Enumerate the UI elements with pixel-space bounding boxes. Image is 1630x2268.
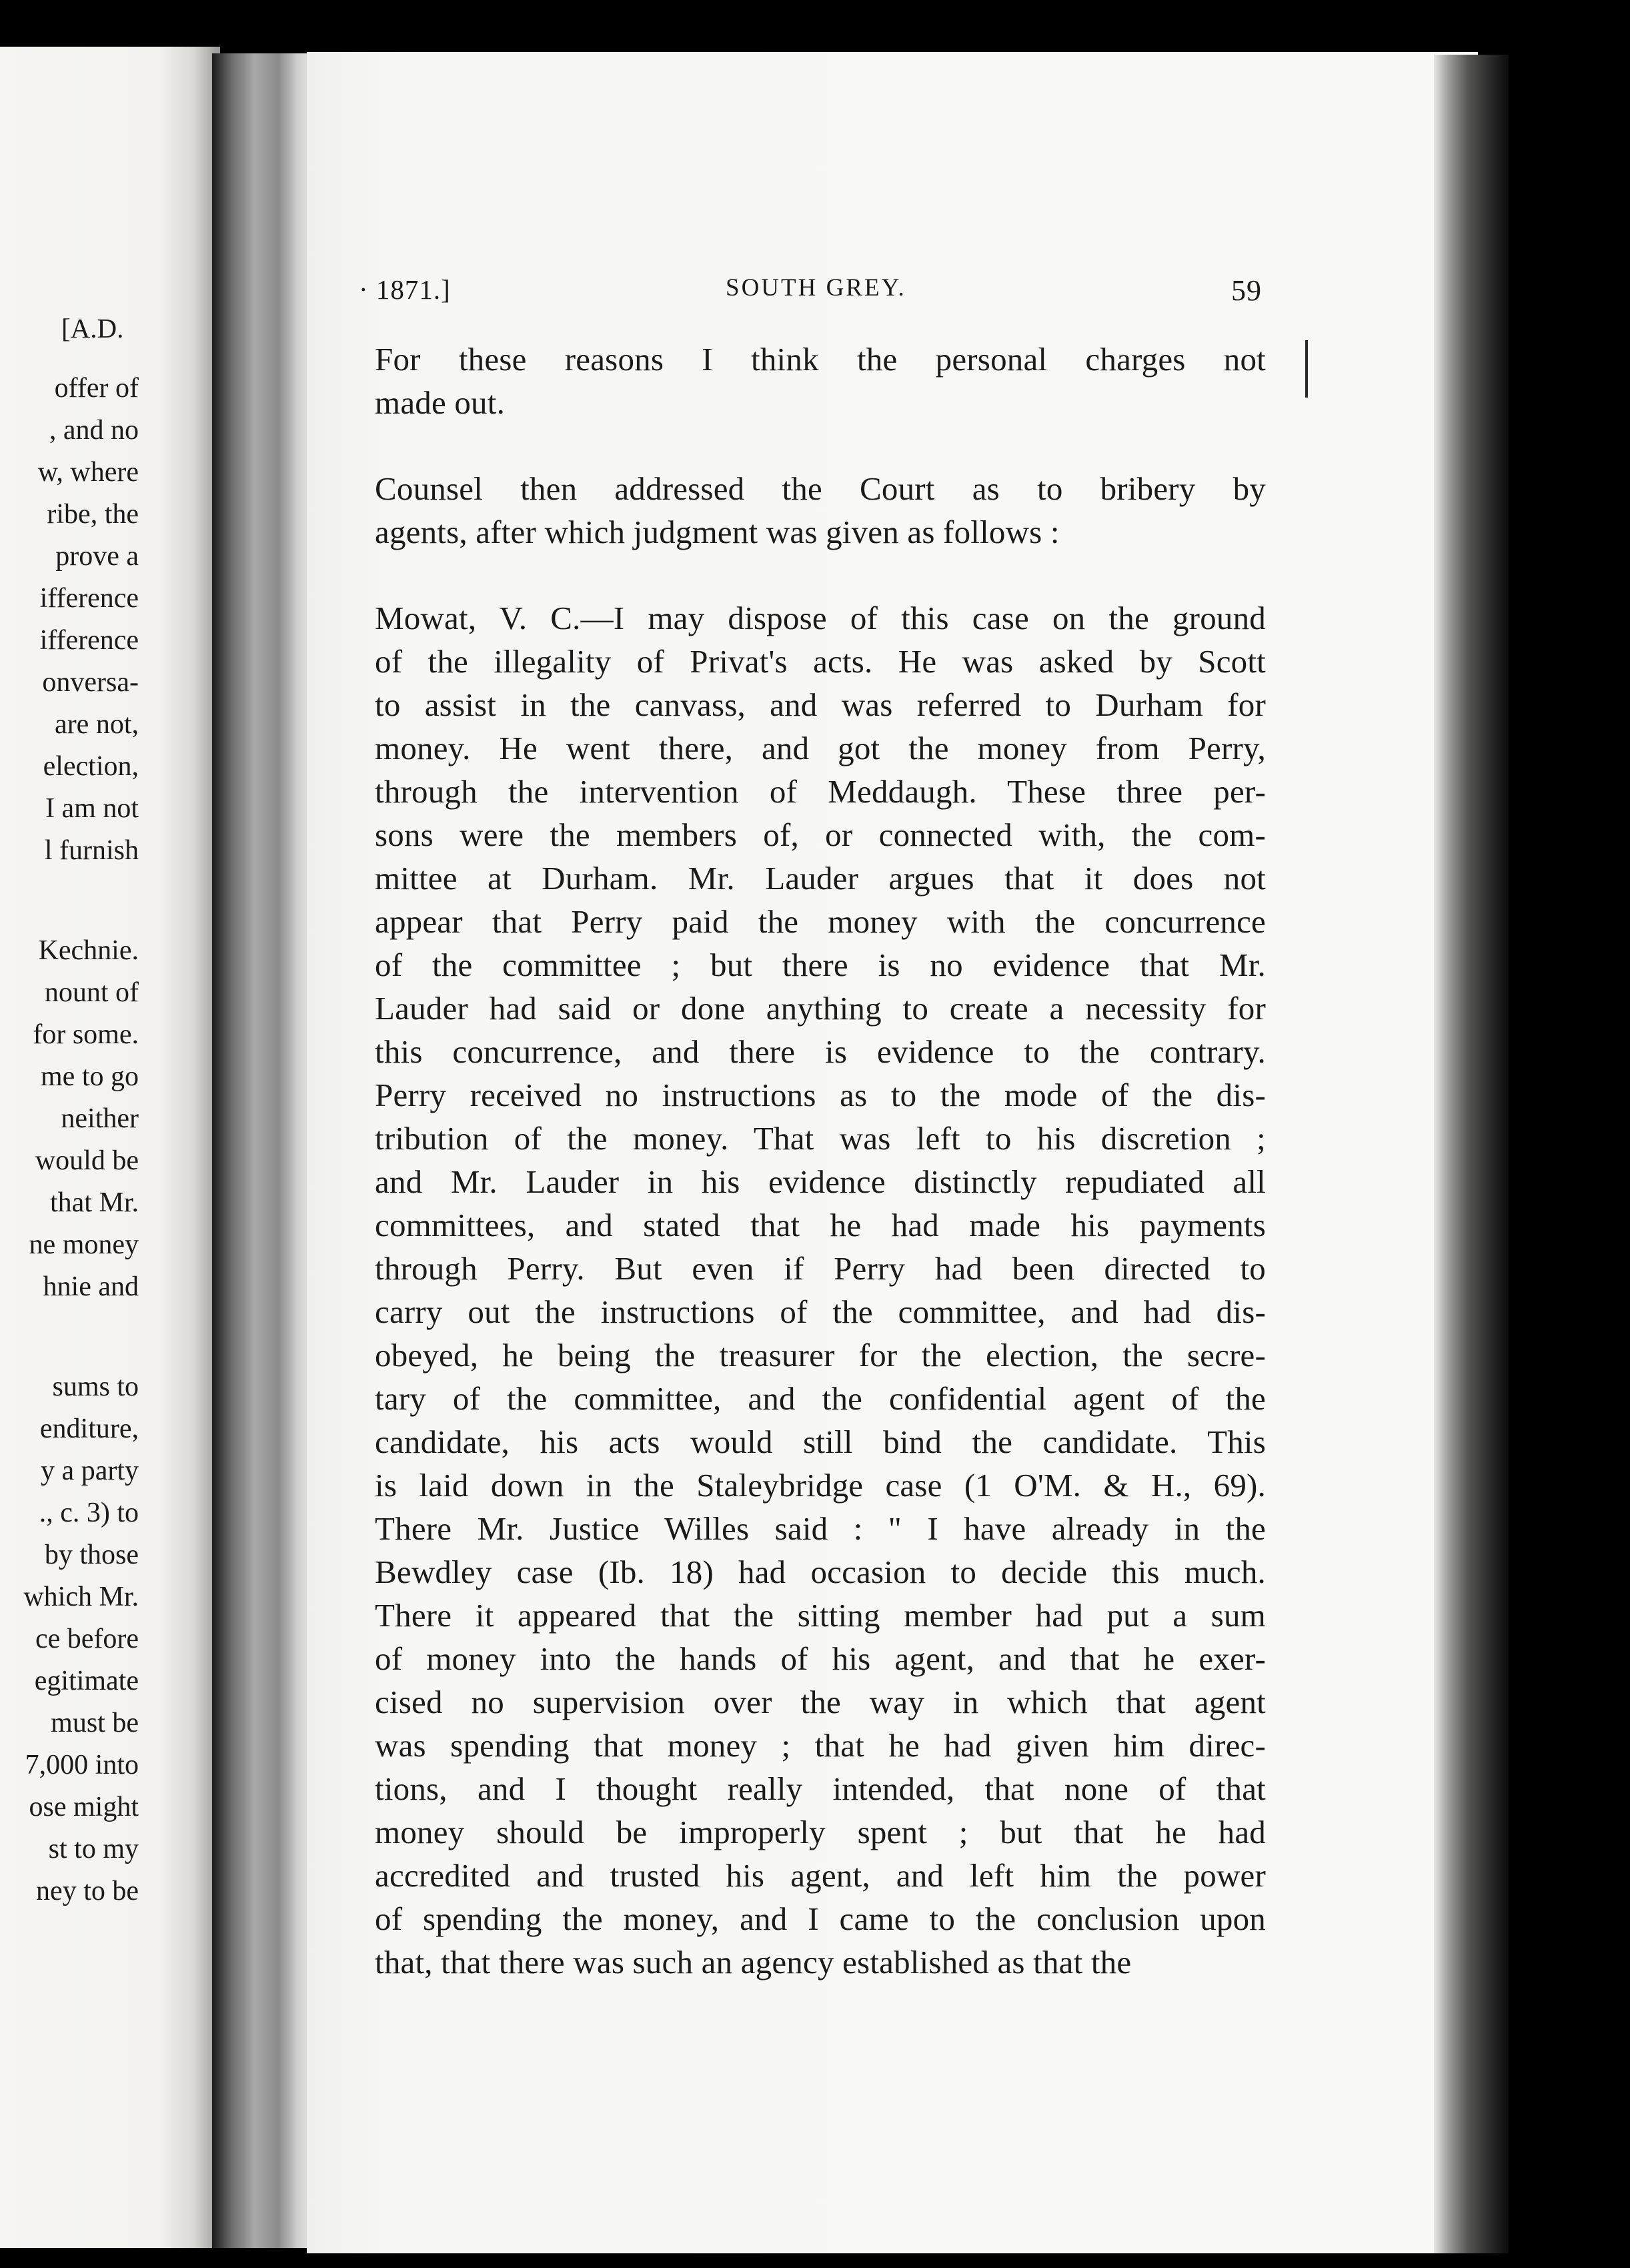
text-line: agents, after which judgment was given as follows :	[375, 514, 1060, 550]
text-line: of money into the hands of his agent, and that he exer-	[375, 1640, 1266, 1677]
facing-page-line: y a party	[41, 1456, 139, 1486]
text-line: and Mr. Lauder in his evidence distinctly repudiated all	[375, 1163, 1266, 1200]
facing-page-line: st to my	[48, 1834, 139, 1864]
facing-page-line: ifference	[39, 625, 139, 656]
text-line: Perry received no instructions as to the mode of the dis-	[375, 1077, 1266, 1113]
paragraph-gap	[375, 554, 1266, 596]
facing-page-line: neither	[61, 1103, 139, 1134]
facing-page-line: for some.	[33, 1019, 139, 1050]
facing-page-line: w, where	[37, 457, 139, 488]
facing-page-line: ., c. 3) to	[39, 1498, 139, 1528]
facing-page-line: by those	[44, 1540, 139, 1570]
text-line: mittee at Durham. Mr. Lauder argues that it does not	[375, 860, 1266, 897]
facing-page-line: offer of	[54, 373, 139, 404]
facing-page-line: that Mr.	[50, 1187, 139, 1218]
facing-page-line: are not,	[55, 709, 139, 740]
text-line: There it appeared that the sitting member had put a sum	[375, 1597, 1266, 1634]
text-line: Bewdley case (Ib. 18) had occasion to decide this much.	[375, 1554, 1266, 1590]
margin-rule	[1305, 340, 1308, 398]
text-line: appear that Perry paid the money with the concurrence	[375, 903, 1266, 940]
text-line: of spending the money, and I came to the conclusion upon	[375, 1900, 1266, 1937]
text-line: Lauder had said or done anything to create a necessity for	[375, 990, 1266, 1027]
paragraph-gap	[375, 424, 1266, 467]
facing-page-line: ribe, the	[47, 499, 139, 530]
text-line: through Perry. But even if Perry had been directed to	[375, 1250, 1266, 1287]
text-line: sons were the members of, or connected with, the com-	[375, 816, 1266, 853]
paragraph	[375, 467, 1266, 554]
facing-page-line: election,	[43, 751, 139, 782]
text-line: There Mr. Justice Willes said : " I have already in the	[375, 1510, 1266, 1547]
paragraph	[375, 338, 1266, 424]
facing-page-line: I am not	[45, 793, 139, 824]
text-line: to assist in the canvass, and was referred to Durham for	[375, 686, 1266, 723]
facing-page-line: prove a	[55, 541, 139, 572]
text-line: accredited and trusted his agent, and left him the power	[375, 1857, 1266, 1894]
facing-page-line: , and no	[49, 415, 139, 446]
facing-page-line: ce before	[35, 1624, 139, 1654]
text-line: of the committee ; but there is no evidence that Mr.	[375, 947, 1266, 983]
facing-page-line: Kechnie.	[38, 935, 139, 966]
text-line: of the illegality of Privat's acts. He was asked by Scott	[375, 643, 1266, 680]
page-fore-edge	[1434, 55, 1509, 2253]
text-line: that, that there was such an agency established as that the	[375, 1944, 1132, 1980]
book-gutter	[212, 53, 319, 2248]
text-line: through the intervention of Meddaugh. These three per-	[375, 773, 1266, 810]
text-line: cised no supervision over the way in which that agent	[375, 1684, 1266, 1720]
facing-page	[0, 47, 220, 2248]
facing-page-line: sums to	[52, 1371, 139, 1402]
facing-page-line: ney to be	[36, 1876, 139, 1906]
text-line: obeyed, he being the treasurer for the election, the secre-	[375, 1337, 1266, 1373]
text-line: tions, and I thought really intended, that none of that	[375, 1770, 1266, 1807]
text-line: For these reasons I think the personal charges not	[375, 341, 1266, 378]
text-line: tribution of the money. That was left to his discretion ;	[375, 1120, 1266, 1157]
facing-page-line: ifference	[39, 583, 139, 614]
text-line: candidate, his acts would still bind the candidate. This	[375, 1424, 1266, 1460]
text-line: Counsel then addressed the Court as to bribery by	[375, 470, 1266, 507]
facing-page-header: [A.D.	[61, 313, 124, 344]
page-body	[375, 338, 1266, 1984]
facing-page-line: onversa-	[42, 667, 139, 698]
facing-page-line: enditure,	[39, 1413, 139, 1444]
text-line: carry out the instructions of the committee, and had dis-	[375, 1293, 1266, 1330]
text-line: money. He went there, and got the money from Perry,	[375, 730, 1266, 766]
facing-page-line: ne money	[29, 1229, 139, 1260]
text-line: tary of the committee, and the confidential agent of the	[375, 1380, 1266, 1417]
facing-page-line: which Mr.	[23, 1582, 139, 1612]
text-line: is laid down in the Staleybridge case (1 O'M. & H., 69).	[375, 1467, 1266, 1504]
facing-page-line: 7,000 into	[25, 1750, 139, 1780]
text-line: was spending that money ; that he had given him direc-	[375, 1727, 1266, 1764]
facing-page-line: egitimate	[34, 1666, 139, 1696]
running-head-year: · 1871.]	[359, 274, 451, 305]
facing-page-line: me to go	[41, 1061, 139, 1092]
facing-page-line: nount of	[44, 977, 139, 1008]
facing-page-line: ose might	[29, 1792, 139, 1822]
facing-page-line: l furnish	[44, 835, 139, 866]
facing-page-line: hnie and	[43, 1271, 139, 1302]
text-line: this concurrence, and there is evidence to the contrary.	[375, 1033, 1266, 1070]
text-line: committees, and stated that he had made his payments	[375, 1207, 1266, 1243]
facing-page-line: would be	[35, 1145, 139, 1176]
running-head-title: SOUTH GREY.	[726, 274, 906, 302]
text-line: made out.	[375, 384, 506, 421]
paragraph	[375, 596, 1266, 1984]
page-number: 59	[1231, 274, 1262, 307]
text-line: Mowat, V. C.—I may dispose of this case on the ground	[375, 600, 1266, 636]
text-line: money should be improperly spent ; but that he had	[375, 1814, 1266, 1850]
facing-page-line: must be	[51, 1708, 139, 1738]
